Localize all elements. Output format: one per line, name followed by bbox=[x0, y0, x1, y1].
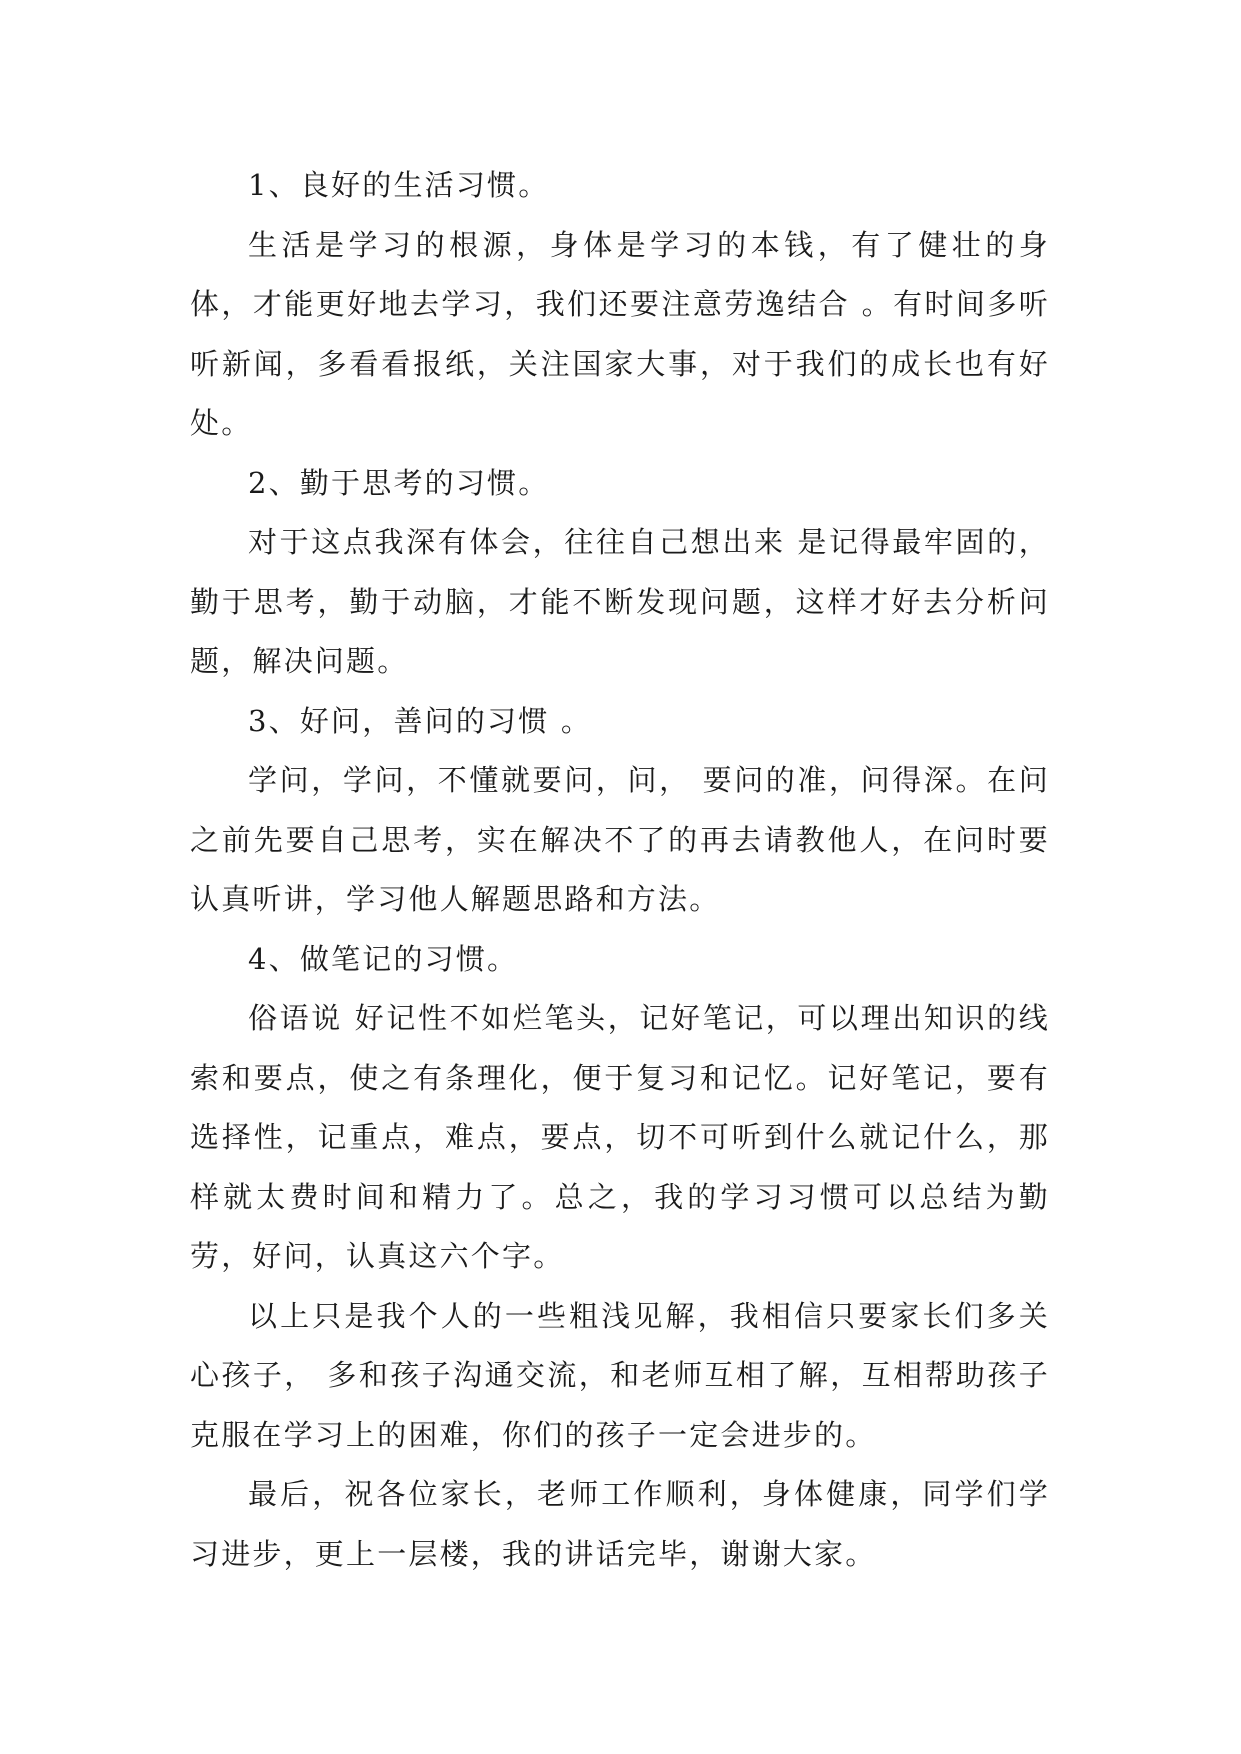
heading-habit-4: 4、做笔记的习惯。 bbox=[248, 941, 519, 976]
paragraph-closing-remarks: 最后，祝各位家长，老师工作顺利，身体健康，同学们学习进步，更上一层楼，我的讲话完毕，谢谢大家。 bbox=[190, 1477, 1050, 1571]
heading-habit-1: 1、良好的生活习惯。 bbox=[248, 168, 550, 202]
paragraph-thinking-habit: 对于这点我深有体会，往往自己想出来 是记得最牢固的，勤于思考，勤于动脑，才能不断发现问题，这样才好去分析问题，解决问题。 bbox=[190, 525, 1050, 678]
heading-habit-3: 3、好问，善问的习惯 。 bbox=[248, 703, 593, 738]
document-body bbox=[190, 156, 1050, 1584]
heading-habit-2: 2、勤于思考的习惯。 bbox=[248, 465, 550, 500]
paragraph-parents-advice: 以上只是我个人的一些粗浅见解，我相信只要家长们多关心孩子， 多和孩子沟通交流，和老师互相了解，互相帮助孩子克服在学习上的困难，你们的孩子一定会进步的。 bbox=[190, 1298, 1050, 1452]
paragraph-note-taking-habit: 俗语说 好记性不如烂笔头，记好笔记，可以理出知识的线索和要点，使之有条理化，便于复习和记忆。记好笔记，要有选择性，记重点，难点，要点，切不可听到什么就记什么，那样就太费时间和精力了。总之，我的学习习惯可以总结为勤劳，好问，认真这六个字。 bbox=[190, 1001, 1050, 1273]
paragraph-living-habit: 生活是学习的根源，身体是学习的本钱，有了健壮的身体，才能更好地去学习，我们还要注意劳逸结合 。有时间多听听新闻，多看看报纸，关注国家大事，对于我们的成长也有好处。 bbox=[190, 227, 1050, 440]
paragraph-asking-habit: 学问，学问，不懂就要问，问， 要问的准，问得深。在问之前先要自己思考，实在解决不了的再去请教他人，在问时要认真听讲，学习他人解题思路和方法。 bbox=[190, 763, 1050, 916]
